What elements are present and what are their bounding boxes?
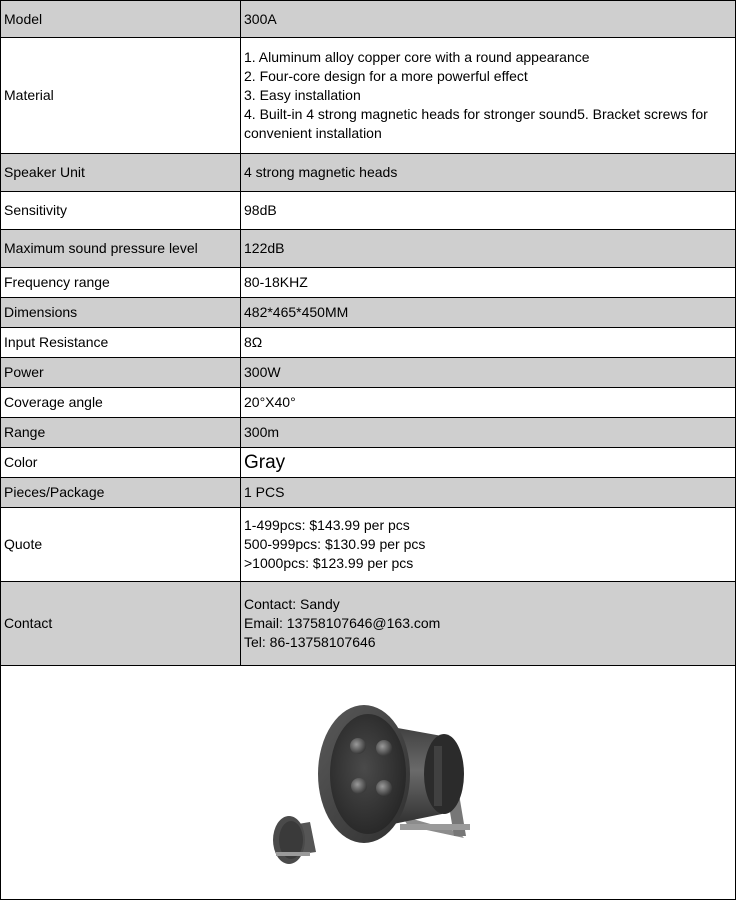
label-speaker-unit: Speaker Unit: [1, 154, 241, 192]
label-dimensions: Dimensions: [1, 298, 241, 328]
material-line-1: 1. Aluminum alloy copper core with a round appearance: [244, 49, 590, 65]
value-coverage-angle: 20°X40°: [241, 388, 736, 418]
row-input-resistance: [1, 328, 736, 358]
value-speaker-unit: 4 strong magnetic heads: [241, 154, 736, 192]
label-material: Material: [1, 38, 241, 154]
row-power: [1, 358, 736, 388]
contact-line-2: Email: 13758107646@163.com: [244, 615, 441, 631]
material-line-3: 3. Easy installation: [244, 87, 361, 103]
label-color: Color: [1, 448, 241, 478]
label-contact: Contact: [1, 582, 241, 666]
horn-speaker-icon: [4, 666, 734, 899]
row-contact: [1, 582, 736, 666]
value-pieces-package: 1 PCS: [241, 478, 736, 508]
row-color: [1, 448, 736, 478]
quote-line-3: >1000pcs: $123.99 per pcs: [244, 555, 414, 571]
label-quote: Quote: [1, 508, 241, 582]
row-max-spl: [1, 230, 736, 268]
row-range: [1, 418, 736, 448]
value-range: 300m: [241, 418, 736, 448]
value-sensitivity: 98dB: [241, 192, 736, 230]
row-quote: [1, 508, 736, 582]
value-contact: [241, 582, 736, 666]
row-sensitivity: [1, 192, 736, 230]
label-pieces-package: Pieces/Package: [1, 478, 241, 508]
value-max-spl: 122dB: [241, 230, 736, 268]
contact-line-1: Contact: Sandy: [244, 596, 340, 612]
row-coverage-angle: [1, 388, 736, 418]
value-quote: [241, 508, 736, 582]
label-sensitivity: Sensitivity: [1, 192, 241, 230]
material-line-4: 4. Built-in 4 strong magnetic heads for stronger sound5. Bracket screws for convenient installation: [244, 106, 708, 141]
value-power: 300W: [241, 358, 736, 388]
label-range: Range: [1, 418, 241, 448]
value-color: Gray: [241, 448, 736, 478]
row-speaker-unit: [1, 154, 736, 192]
label-power: Power: [1, 358, 241, 388]
row-frequency-range: [1, 268, 736, 298]
product-image-cell: [1, 666, 736, 900]
row-model: [1, 1, 736, 38]
label-coverage-angle: Coverage angle: [1, 388, 241, 418]
contact-line-3: Tel: 86-13758107646: [244, 634, 376, 650]
label-max-spl: Maximum sound pressure level: [1, 230, 241, 268]
label-input-resistance: Input Resistance: [1, 328, 241, 358]
label-model: Model: [1, 1, 241, 38]
value-model: 300A: [241, 1, 736, 38]
row-material: [1, 38, 736, 154]
value-frequency-range: 80-18KHZ: [241, 268, 736, 298]
quote-line-2: 500-999pcs: $130.99 per pcs: [244, 536, 426, 552]
material-line-2: 2. Four-core design for a more powerful effect: [244, 68, 528, 84]
label-frequency-range: Frequency range: [1, 268, 241, 298]
value-dimensions: 482*465*450MM: [241, 298, 736, 328]
value-input-resistance: 8Ω: [241, 328, 736, 358]
row-pieces-package: [1, 478, 736, 508]
row-dimensions: [1, 298, 736, 328]
row-product-image: [1, 666, 736, 900]
value-material: [241, 38, 736, 154]
quote-line-1: 1-499pcs: $143.99 per pcs: [244, 517, 410, 533]
